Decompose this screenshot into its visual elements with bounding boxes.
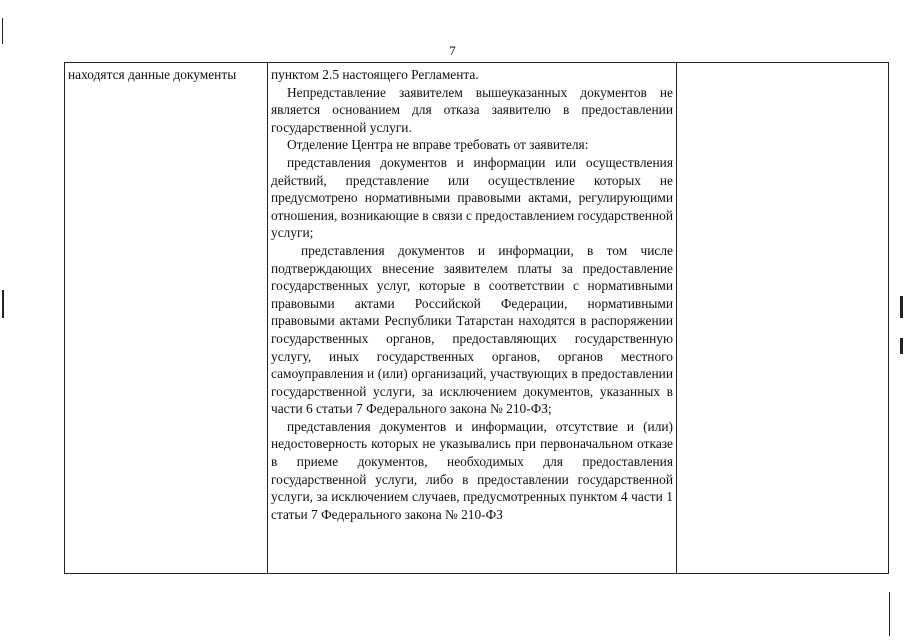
middle-cell (268, 63, 677, 574)
paragraph-1: пунктом 2.5 настоящего Регламента. (271, 67, 479, 82)
paragraph-6: представления документов и информации, отсутствие и (или) недостоверность которых не указывались при первоначальном отказе в приеме документов, необходимых для предоставления государственной услуги, либо в предоставлении государственной услуги, за исключением случаев, предусмотренных пунктом 4 части 1 статьи 7 Федерального закона № 210-ФЗ (271, 418, 673, 522)
scan-mark-right-mid (900, 296, 903, 318)
paragraph-3: Отделение Центра не вправе требовать от заявителя: (287, 137, 589, 153)
table-row (65, 63, 889, 574)
right-cell (677, 63, 889, 574)
page-number: 7 (449, 43, 456, 58)
scan-mark-right-bottom (889, 592, 890, 636)
left-cell: находятся данные документы (65, 63, 268, 574)
regulation-table (64, 62, 889, 574)
scan-mark-left-mid (2, 290, 4, 318)
paragraph-2: Непредставление заявителем вышеуказанных документов не является основанием для отказа заявителю в предоставлении государственной услуги. (271, 84, 673, 135)
scan-mark-left-top (2, 18, 3, 44)
scan-mark-right-mid2 (900, 338, 903, 354)
paragraph-5: представления документов и информации, в том числе подтверждающих внесение заявителем платы за предоставление государственных услуг, которые в соответствии с нормативными правовыми актами Российской Федерации, нормативными правовыми актами Республики Татарстан находятся в распоряжении государственных органов, предоставляющих государственную услугу, иных государственных органов, органов местного самоуправления и (или) организаций, участвующих в предоставлении государственной услуги, за исключением документов, указанных в части 6 статьи 7 Федерального закона № 210-ФЗ; (271, 242, 673, 417)
paragraph-4: представления документов и информации или осуществления действий, представление или осуществление которых не предусмотрено нормативными правовыми актами, регулирующими отношения, возникающие в связи с предоставлением государственной услуги; (271, 154, 673, 241)
